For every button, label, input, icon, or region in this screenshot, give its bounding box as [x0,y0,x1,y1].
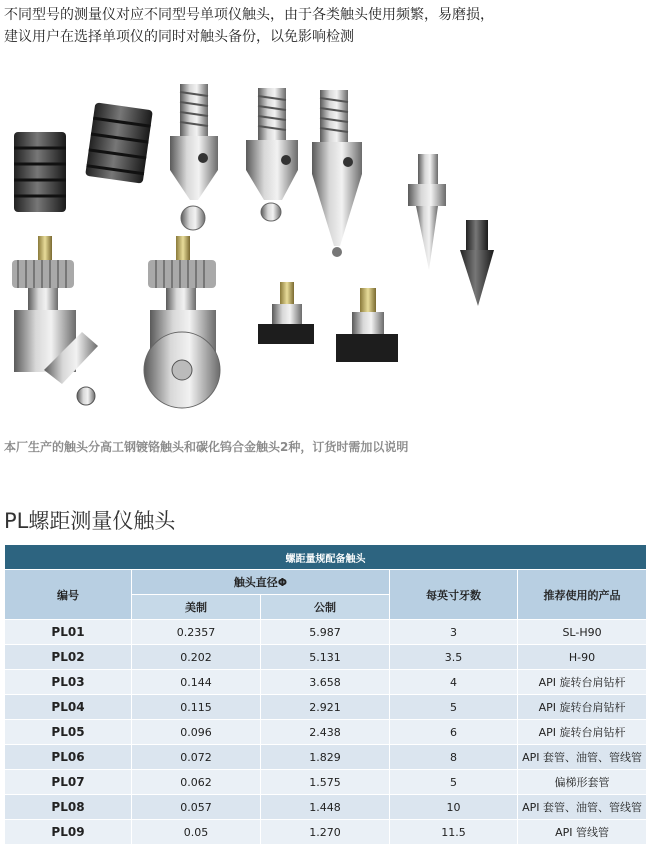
probe-spec-table [4,544,647,845]
cell-tpi: 8 [390,745,518,770]
header-product: 推荐使用的产品 [518,570,647,620]
table-row [5,720,647,745]
block-probe-1 [258,282,314,344]
cell-code: PL06 [5,745,132,770]
roller-probe [144,236,220,408]
table-row [5,745,647,770]
intro-line-2: 建议用户在选择单项仪的同时对触头备份，以免影响检测 [4,29,354,45]
cell-tpi: 5 [390,770,518,795]
cell-us: 0.2357 [132,620,261,645]
ball-tip-probe-2 [246,88,298,221]
table-caption: 螺距量规配备触头 [5,545,647,570]
cell-us: 0.096 [132,720,261,745]
cell-product: API 旋转台肩钻杆 [518,695,647,720]
cell-metric: 1.829 [261,745,390,770]
cell-us: 0.062 [132,770,261,795]
cell-product: 偏梯形套管 [518,770,647,795]
cell-product: SL-H90 [518,620,647,645]
needle-tip-carbide [460,220,494,306]
header-code: 编号 [5,570,132,620]
cell-us: 0.05 [132,820,261,845]
cell-us: 0.072 [132,745,261,770]
cell-tpi: 11.5 [390,820,518,845]
needle-tip-steel [408,154,446,270]
block-probe-2 [336,288,398,362]
header-tpi: 每英寸牙数 [390,570,518,620]
cell-tpi: 10 [390,795,518,820]
cell-code: PL04 [5,695,132,720]
cell-metric: 1.270 [261,820,390,845]
cell-product: H-90 [518,645,647,670]
cell-metric: 2.438 [261,720,390,745]
cell-us: 0.144 [132,670,261,695]
cell-product: API 套管、油管、管线管 [518,795,647,820]
cell-tpi: 3.5 [390,645,518,670]
cell-code: PL07 [5,770,132,795]
cell-product: API 套管、油管、管线管 [518,745,647,770]
cell-metric: 1.575 [261,770,390,795]
material-note: 本厂生产的触头分高工钢镀铬触头和碳化钨合金触头2种，订货时需加以说明 [4,440,409,454]
cell-code: PL08 [5,795,132,820]
header-metric: 公制 [261,595,390,620]
cell-code: PL01 [5,620,132,645]
cone-ball-tip-probe [312,90,362,257]
table-row [5,620,647,645]
cell-product: API 旋转台肩钻杆 [518,670,647,695]
cell-us: 0.115 [132,695,261,720]
cell-metric: 5.987 [261,620,390,645]
cell-product: API 管线管 [518,820,647,845]
cell-us: 0.202 [132,645,261,670]
cell-tpi: 4 [390,670,518,695]
table-row [5,770,647,795]
table-row [5,795,647,820]
intro-text [4,4,644,48]
table-row [5,645,647,670]
probe-tips-photo [0,70,650,430]
cell-us: 0.057 [132,795,261,820]
cell-metric: 3.658 [261,670,390,695]
table-row [5,695,647,720]
intro-line-1: 不同型号的测量仪对应不同型号单项仪触头，由于各类触头使用频繁，易磨损， [4,7,494,23]
cell-code: PL03 [5,670,132,695]
header-diameter: 触头直径Φ [132,570,390,595]
threaded-sleeve-1 [14,132,66,212]
cell-metric: 5.131 [261,645,390,670]
ball-tip-probe-1 [170,84,218,230]
cell-code: PL09 [5,820,132,845]
cell-metric: 1.448 [261,795,390,820]
cell-code: PL05 [5,720,132,745]
threaded-sleeve-2 [85,102,153,183]
section-title: PL螺距测量仪触头 [4,509,176,533]
header-us: 美制 [132,595,261,620]
cell-metric: 2.921 [261,695,390,720]
table-row [5,670,647,695]
cell-product: API 旋转台肩钻杆 [518,720,647,745]
cell-tpi: 3 [390,620,518,645]
table-row [5,820,647,845]
cell-code: PL02 [5,645,132,670]
swivel-probe-angled [12,236,98,405]
cell-tpi: 6 [390,720,518,745]
cell-tpi: 5 [390,695,518,720]
